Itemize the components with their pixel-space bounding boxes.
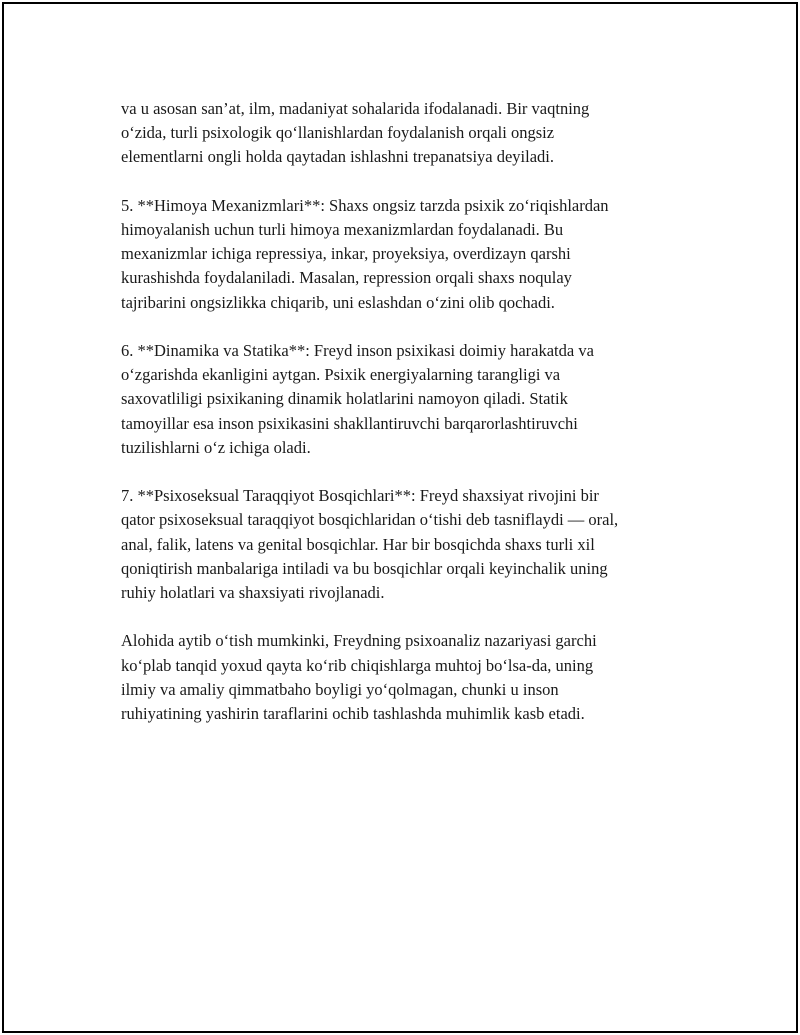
text-line: 6. **Dinamika va Statika**: Freyd inson psixikasi doimiy harakatda va xyxy=(121,341,594,360)
text-line: qoniqtirish manbalariga intiladi va bu bosqichlar orqali keyinchalik uning xyxy=(121,558,608,578)
text-line: kurashishda foydalaniladi. Masalan, repression orqali shaxs noqulay xyxy=(121,268,572,288)
text-line: o‘zgarishda ekanligini aytgan. Psixik energiyalarning tarangligi va xyxy=(121,365,561,385)
text-line: ilmiy va amaliy qimmatbaho boyligi yo‘qolmagan, chunki u inson xyxy=(121,679,559,699)
paragraph-intro-continuation xyxy=(121,97,681,170)
document-body xyxy=(121,97,681,750)
text-line: Alohida aytib o‘tish mumkinki, Freydning psixoanaliz nazariyasi garchi xyxy=(121,631,597,651)
text-line: tuzilishlarni o‘z ichiga oladi. xyxy=(121,437,311,457)
paragraph-conclusion xyxy=(121,629,681,726)
text-line: himoyalanish uchun turli himoya mexanizmlardan foydalanadi. Bu xyxy=(121,220,564,239)
paragraph-himoya-mexanizmlari xyxy=(121,194,681,315)
text-line: qator psixoseksual taraqqiyot bosqichlaridan o‘tishi deb tasniflaydi — oral, xyxy=(121,510,619,530)
text-line: va u asosan san’at, ilm, madaniyat sohalarida ifodalanadi. Bir vaqtning xyxy=(121,99,590,118)
text-line: 5. **Himoya Mexanizmlari**: Shaxs ongsiz tarzda psixik zo‘riqishlardan xyxy=(121,195,609,215)
text-line: elementlarni ongli holda qaytadan ishlashni trepanatsiya deyiladi. xyxy=(121,147,554,167)
text-line: ruhiy holatlari va shaxsiyati rivojlanadi. xyxy=(121,583,385,603)
text-line: 7. **Psixoseksual Taraqqiyot Bosqichlari**: Freyd shaxsiyat rivojini bir xyxy=(121,486,599,506)
text-line: anal, falik, latens va genital bosqichlar. Har bir bosqichda shaxs turli xil xyxy=(121,534,595,554)
text-line: tajribarini ongsizlikka chiqarib, uni eslashdan o‘zini olib qochadi. xyxy=(121,292,555,312)
paragraph-psixoseksual-taraqqiyot xyxy=(121,484,681,605)
text-line: saxovatliligi psixikaning dinamik holatlarini namoyon qiladi. Statik xyxy=(121,389,568,409)
text-line: o‘zida, turli psixologik qo‘llanishlardan foydalanish orqali ongsiz xyxy=(121,123,555,143)
text-line: mexanizmlar ichiga repressiya, inkar, proyeksiya, overdizayn qarshi xyxy=(121,244,571,264)
text-line: tamoyillar esa inson psixikasini shakllantiruvchi barqarorlashtiruvchi xyxy=(121,413,578,433)
text-line: ko‘plab tanqid yoxud qayta ko‘rib chiqishlarga muhtoj bo‘lsa-da, uning xyxy=(121,655,594,675)
paragraph-dinamika-statika xyxy=(121,339,681,460)
text-line: ruhiyatining yashirin taraflarini ochib tashlashda muhimlik kasb etadi. xyxy=(121,704,585,724)
page-frame xyxy=(2,2,798,1033)
